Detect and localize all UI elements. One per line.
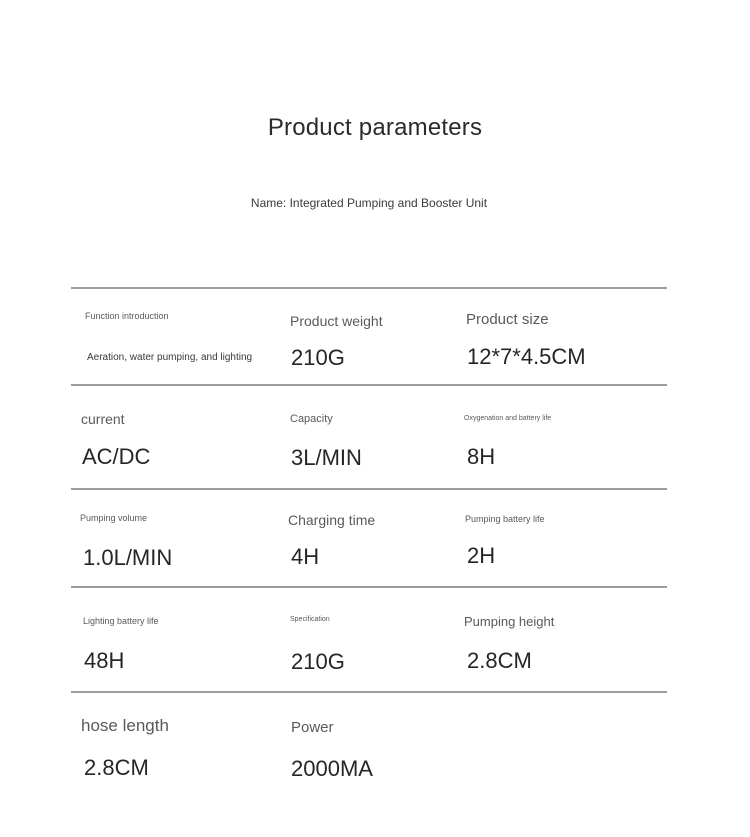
param-value: Aeration, water pumping, and lighting [87, 352, 253, 363]
param-label: Lighting battery life [83, 616, 159, 626]
param-value: 2.8CM [467, 648, 532, 673]
param-value: 12*7*4.5CM [467, 344, 586, 369]
param-label: Charging time [288, 512, 376, 528]
param-value: 210G [291, 649, 345, 674]
param-label: current [81, 411, 125, 427]
param-value: AC/DC [82, 444, 151, 469]
param-value: 1.0L/MIN [83, 545, 173, 570]
param-value: 4H [291, 544, 320, 569]
param-label: Specification [290, 616, 330, 623]
table-divider [71, 586, 667, 588]
param-value: 210G [291, 345, 345, 370]
param-value: 48H [84, 648, 125, 673]
param-value: 2.8CM [84, 755, 149, 780]
param-value: 3L/MIN [291, 445, 362, 470]
table-divider [71, 691, 667, 693]
page-title: Product parameters [267, 114, 483, 141]
product-name: Name: Integrated Pumping and Booster Unit [250, 196, 488, 210]
table-divider [71, 488, 667, 490]
param-label: Oxygenation and battery life [464, 415, 552, 422]
param-label: Pumping battery life [465, 514, 545, 524]
param-value: 2H [467, 543, 496, 568]
param-value: 8H [467, 444, 496, 469]
param-label: Product size [466, 311, 549, 328]
param-label: Power [291, 719, 334, 736]
param-label: Pumping height [464, 614, 555, 629]
param-label: Function introduction [85, 311, 169, 321]
param-label: hose length [81, 716, 169, 735]
param-value: 2000MA [291, 756, 373, 781]
table-divider [71, 384, 667, 386]
param-label: Product weight [290, 313, 383, 329]
param-label: Capacity [290, 413, 333, 425]
table-divider [71, 287, 667, 289]
param-label: Pumping volume [80, 513, 148, 523]
